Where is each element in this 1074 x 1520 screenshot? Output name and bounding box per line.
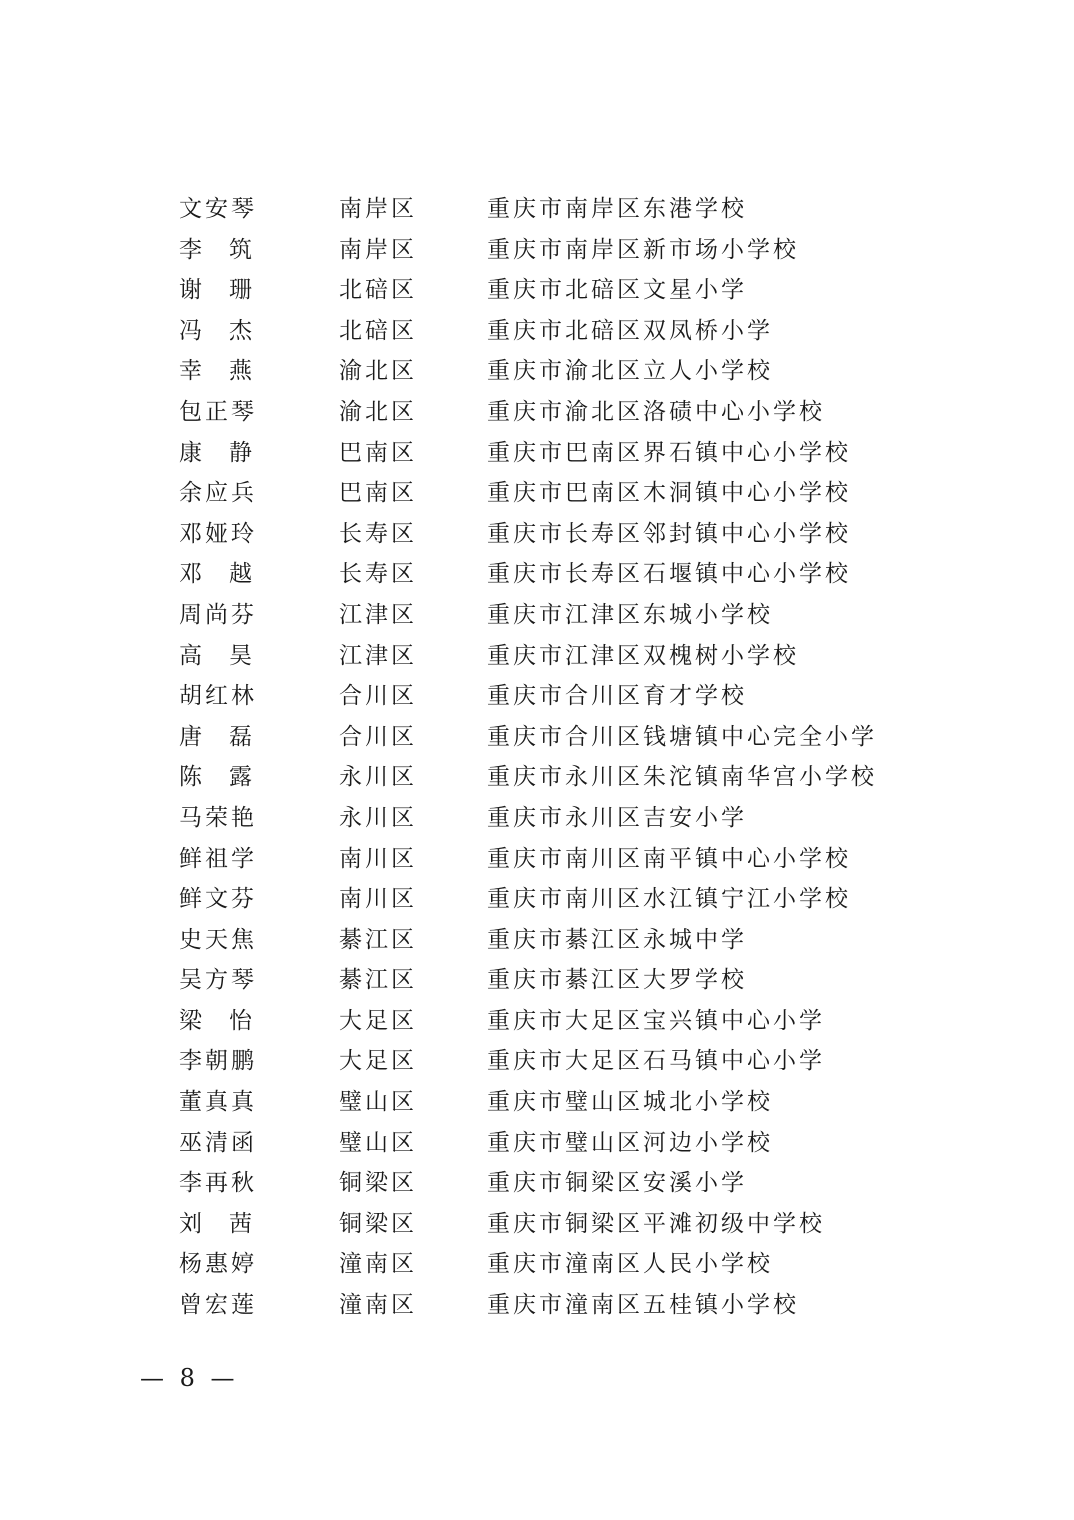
roster-row: 刘 茜 铜梁区 重庆市铜梁区平滩初级中学校 <box>0 1204 1074 1245</box>
teacher-name: 余应兵 <box>179 480 257 507</box>
school: 重庆市合川区育才学校 <box>487 683 747 710</box>
district: 永川区 <box>339 804 417 831</box>
teacher-name: 胡红林 <box>179 683 257 710</box>
teacher-roster <box>0 189 1074 1326</box>
school: 重庆市巴南区木洞镇中心小学校 <box>487 480 851 507</box>
school: 重庆市巴南区界石镇中心小学校 <box>487 439 851 466</box>
district: 长寿区 <box>339 520 417 547</box>
roster-row <box>0 1244 1074 1285</box>
school: 重庆市渝北区立人小学校 <box>487 358 773 385</box>
school: 重庆市潼南区人民小学校 <box>487 1251 773 1278</box>
school: 重庆市璧山区城北小学校 <box>487 1089 773 1116</box>
roster-row: 高 昊 江津区 重庆市江津区双槐树小学校 <box>0 636 1074 677</box>
teacher-name: 史天焦 <box>179 926 257 953</box>
school: 重庆市北碚区文星小学 <box>487 277 747 304</box>
district: 永川区 <box>339 764 417 791</box>
district: 綦江区 <box>339 926 417 953</box>
district: 潼南区 <box>339 1251 417 1278</box>
teacher-name: 吴方琴 <box>179 967 257 994</box>
district: 南川区 <box>339 886 417 913</box>
school: 重庆市潼南区五桂镇小学校 <box>487 1292 799 1319</box>
teacher-name: 董真真 <box>179 1089 257 1116</box>
district: 江津区 <box>339 642 417 669</box>
roster-row: 康 静 巴南区 重庆市巴南区界石镇中心小学校 <box>0 433 1074 474</box>
roster-row <box>0 1123 1074 1164</box>
school: 重庆市綦江区永城中学 <box>487 926 747 953</box>
teacher-name: 邓娅玲 <box>179 520 257 547</box>
district: 巴南区 <box>339 480 417 507</box>
roster-row <box>0 595 1074 636</box>
teacher-name: 周尚芬 <box>179 601 257 628</box>
district: 渝北区 <box>339 358 417 385</box>
teacher-name: 马荣艳 <box>179 804 257 831</box>
school: 重庆市长寿区石堰镇中心小学校 <box>487 561 851 588</box>
roster-row <box>0 1163 1074 1204</box>
district: 綦江区 <box>339 967 417 994</box>
district: 北碚区 <box>339 317 417 344</box>
roster-row <box>0 189 1074 230</box>
teacher-name: 鲜祖学 <box>179 845 257 872</box>
district: 南川区 <box>339 845 417 872</box>
school: 重庆市綦江区大罗学校 <box>487 967 747 994</box>
district: 合川区 <box>339 683 417 710</box>
district: 大足区 <box>339 1048 417 1075</box>
roster-row <box>0 879 1074 920</box>
roster-row: 谢 珊 北碚区 重庆市北碚区文星小学 <box>0 270 1074 311</box>
school: 重庆市南川区水江镇宁江小学校 <box>487 886 851 913</box>
teacher-name: 杨惠婷 <box>179 1251 257 1278</box>
roster-row <box>0 798 1074 839</box>
school: 重庆市铜梁区平滩初级中学校 <box>487 1210 825 1237</box>
page-number: — 8 — <box>140 1364 239 1392</box>
district: 江津区 <box>339 601 417 628</box>
teacher-name: 巫清函 <box>179 1129 257 1156</box>
roster-row <box>0 1285 1074 1326</box>
district: 铜梁区 <box>339 1210 417 1237</box>
roster-row: 陈 露 永川区 重庆市永川区朱沱镇南华宫小学校 <box>0 757 1074 798</box>
teacher-name: 李朝鹏 <box>179 1048 257 1075</box>
school: 重庆市江津区双槐树小学校 <box>487 642 799 669</box>
roster-row: 冯 杰 北碚区 重庆市北碚区双凤桥小学 <box>0 311 1074 352</box>
school: 重庆市大足区宝兴镇中心小学 <box>487 1007 825 1034</box>
roster-row <box>0 676 1074 717</box>
school: 重庆市江津区东城小学校 <box>487 601 773 628</box>
district: 合川区 <box>339 723 417 750</box>
school: 重庆市永川区吉安小学 <box>487 804 747 831</box>
roster-row <box>0 514 1074 555</box>
school: 重庆市大足区石马镇中心小学 <box>487 1048 825 1075</box>
district: 巴南区 <box>339 439 417 466</box>
teacher-name: 文安琴 <box>179 196 257 222</box>
roster-row <box>0 1082 1074 1123</box>
roster-row <box>0 1041 1074 1082</box>
teacher-name: 鲜文芬 <box>179 886 257 913</box>
district: 南岸区 <box>339 236 417 263</box>
roster-row <box>0 839 1074 880</box>
roster-row <box>0 473 1074 514</box>
school: 重庆市合川区钱塘镇中心完全小学 <box>487 723 877 750</box>
district: 南岸区 <box>339 196 417 222</box>
school: 重庆市铜梁区安溪小学 <box>487 1170 747 1197</box>
roster-row: 幸 燕 渝北区 重庆市渝北区立人小学校 <box>0 351 1074 392</box>
roster-row: 邓 越 长寿区 重庆市长寿区石堰镇中心小学校 <box>0 554 1074 595</box>
district: 铜梁区 <box>339 1170 417 1197</box>
school: 重庆市渝北区洛碛中心小学校 <box>487 398 825 425</box>
roster-row: 唐 磊 合川区 重庆市合川区钱塘镇中心完全小学 <box>0 717 1074 758</box>
roster-row <box>0 920 1074 961</box>
school: 重庆市北碚区双凤桥小学 <box>487 317 773 344</box>
district: 大足区 <box>339 1007 417 1034</box>
school: 重庆市长寿区邻封镇中心小学校 <box>487 520 851 547</box>
school: 重庆市南岸区东港学校 <box>487 196 747 222</box>
roster-row: 梁 怡 大足区 重庆市大足区宝兴镇中心小学 <box>0 1001 1074 1042</box>
roster-row: 李 筑 南岸区 重庆市南岸区新市场小学校 <box>0 230 1074 271</box>
teacher-name: 曾宏莲 <box>179 1292 257 1319</box>
district: 渝北区 <box>339 398 417 425</box>
teacher-name: 李再秋 <box>179 1170 257 1197</box>
district: 长寿区 <box>339 561 417 588</box>
school: 重庆市南岸区新市场小学校 <box>487 236 799 263</box>
roster-row <box>0 960 1074 1001</box>
roster-row <box>0 392 1074 433</box>
school: 重庆市永川区朱沱镇南华宫小学校 <box>487 764 877 791</box>
district: 璧山区 <box>339 1129 417 1156</box>
school: 重庆市南川区南平镇中心小学校 <box>487 845 851 872</box>
school: 重庆市璧山区河边小学校 <box>487 1129 773 1156</box>
teacher-name: 包正琴 <box>179 398 257 425</box>
district: 璧山区 <box>339 1089 417 1116</box>
district: 北碚区 <box>339 277 417 304</box>
district: 潼南区 <box>339 1292 417 1319</box>
